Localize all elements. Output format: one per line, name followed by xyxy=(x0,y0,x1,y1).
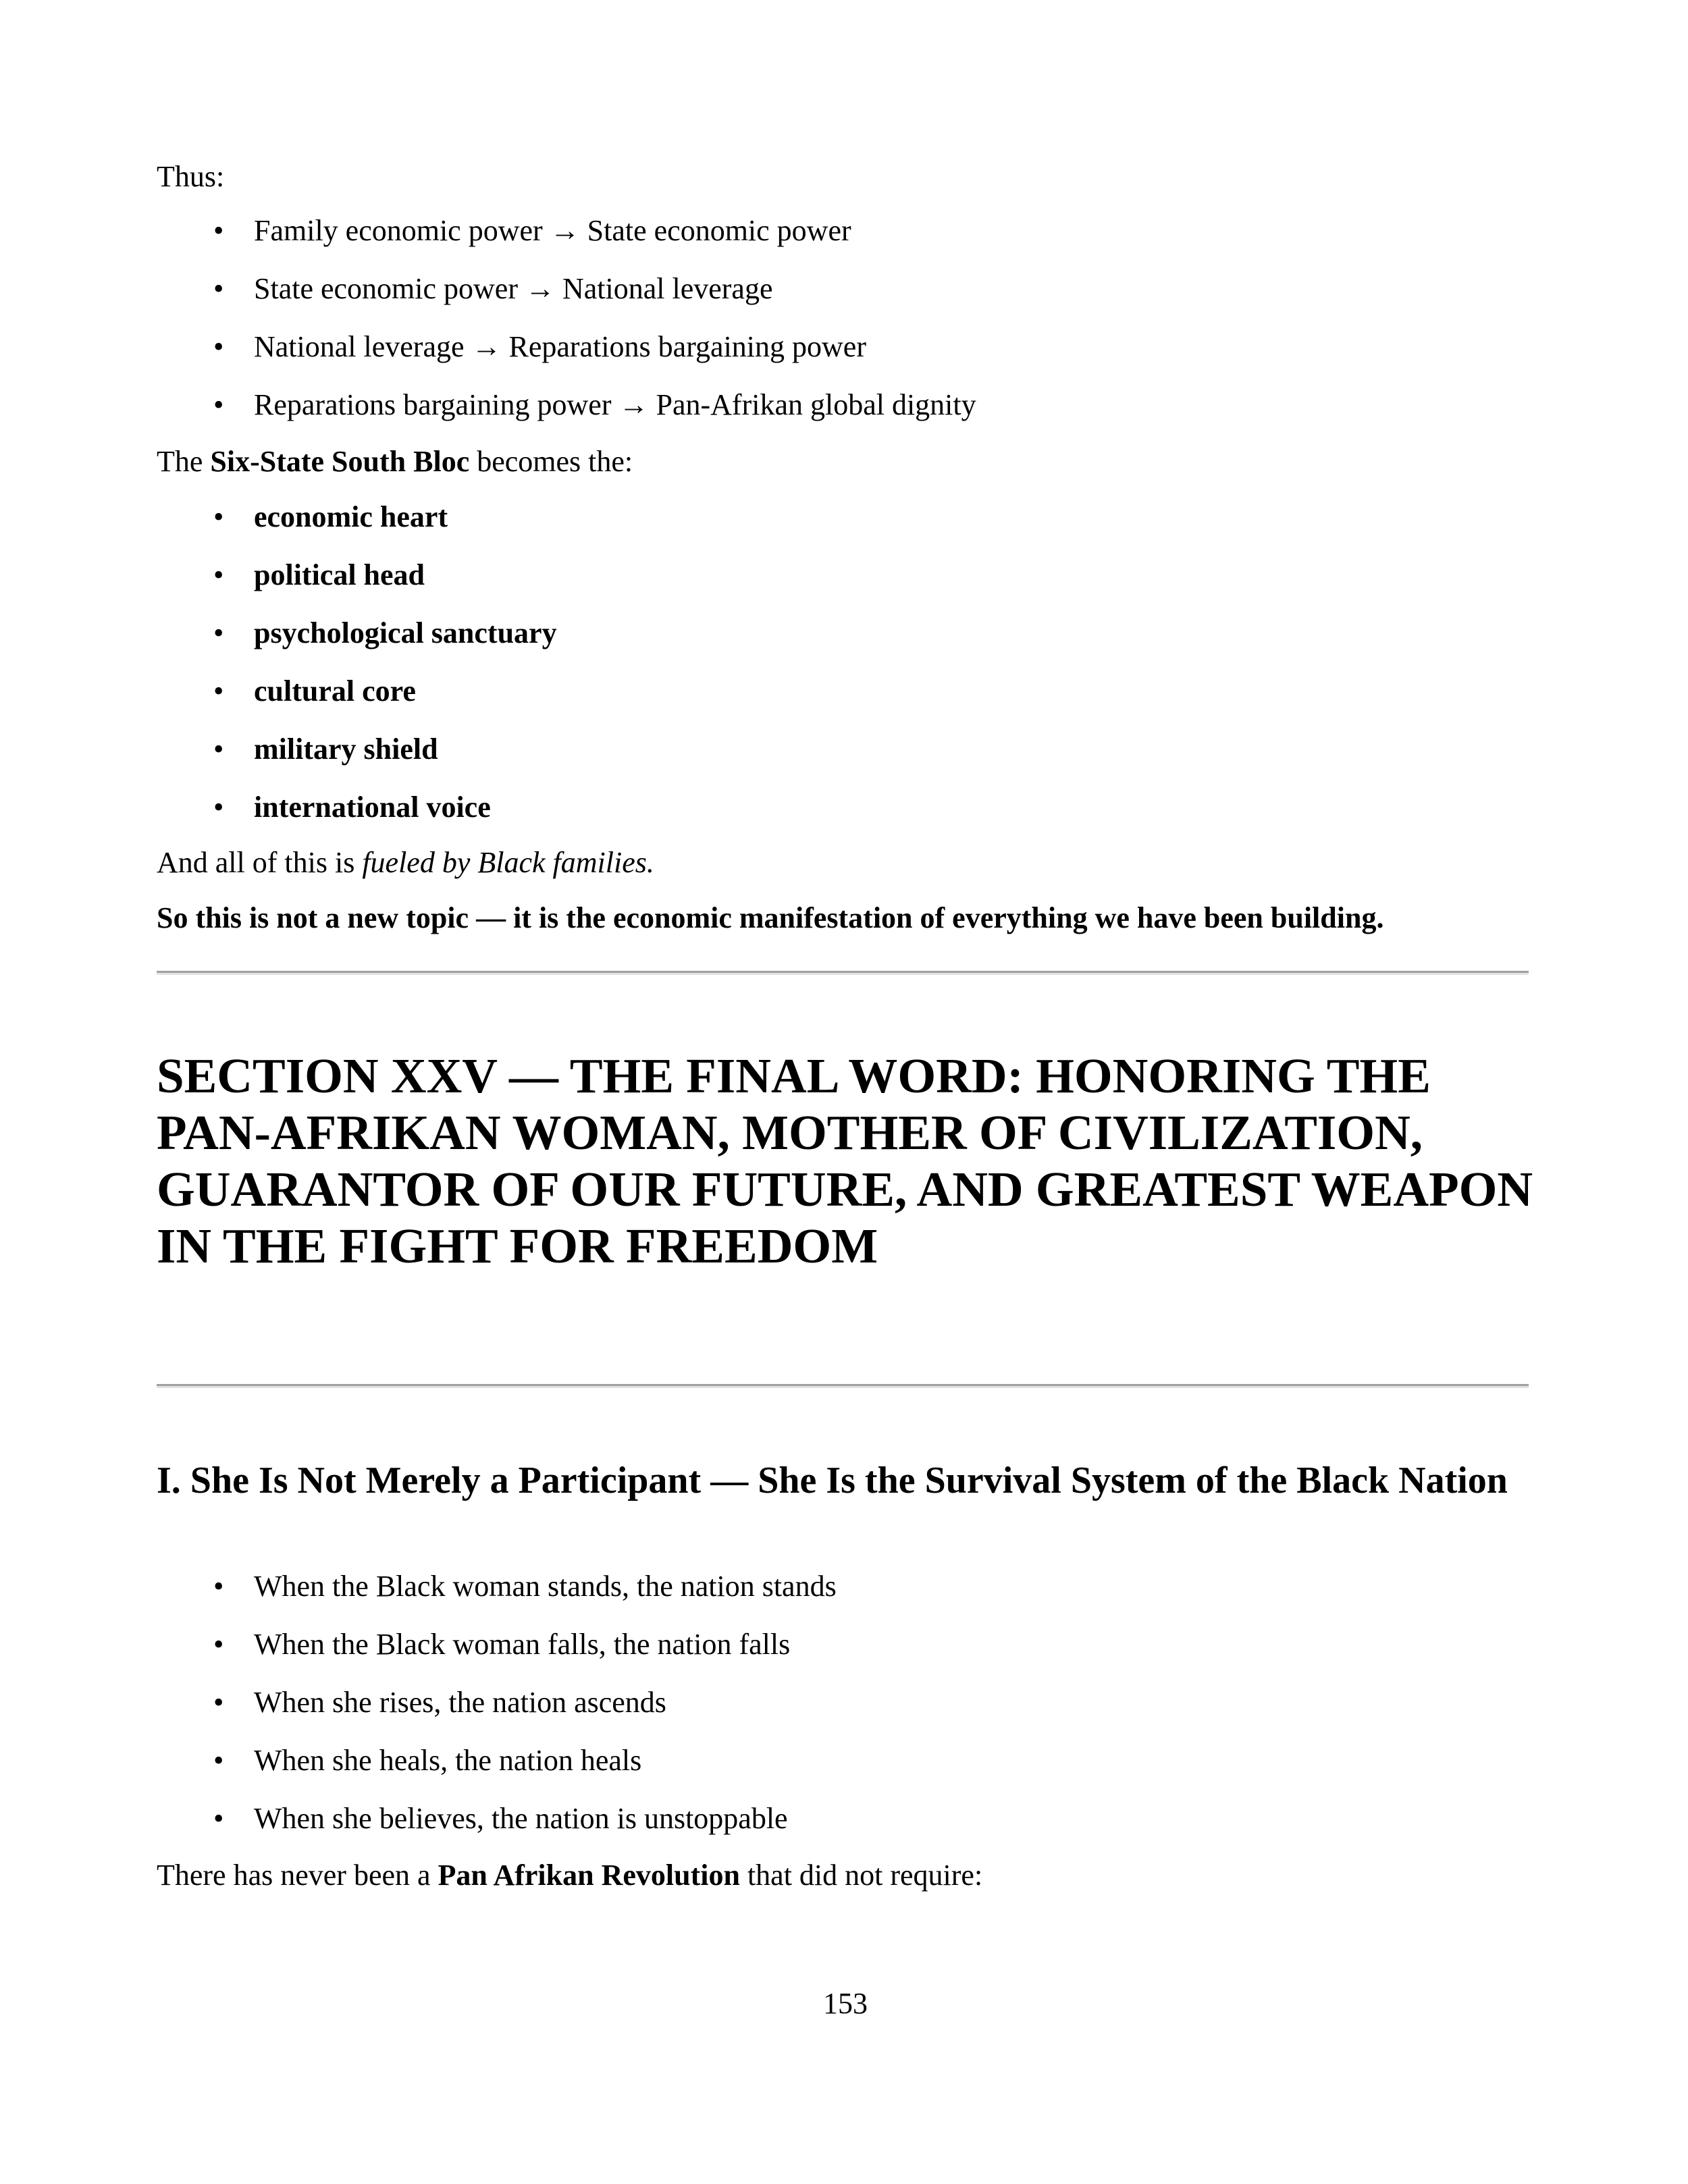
list-item-text: When she rises, the nation ascends xyxy=(254,1686,666,1719)
revolution-sentence-suffix: that did not require: xyxy=(739,1859,983,1892)
list-item-text: When the Black woman falls, the nation falls xyxy=(254,1628,791,1661)
list-item-text: When the Black woman stands, the nation stands xyxy=(254,1570,837,1603)
list-item-text: State economic power → National leverage xyxy=(254,272,773,305)
list-item-text: psychological sanctuary xyxy=(254,616,557,649)
bloc-name: Six-State South Bloc xyxy=(210,445,470,478)
fueled-sentence-emphasis: fueled by Black families. xyxy=(362,846,654,879)
bloc-sentence xyxy=(157,443,633,481)
subsection-heading: I. She Is Not Merely a Participant — She Is the Survival System of the Black Nation xyxy=(157,1460,1508,1501)
list-item-text: When she heals, the nation heals xyxy=(254,1744,642,1777)
bullet-icon: • xyxy=(213,272,224,305)
bullet-icon: • xyxy=(213,1570,224,1603)
bullet-icon: • xyxy=(213,1802,224,1835)
intro-text: Thus: xyxy=(157,160,225,193)
bullet-icon: • xyxy=(213,733,224,766)
bullet-icon: • xyxy=(213,1744,224,1777)
fueled-sentence-prefix: And all of this is xyxy=(157,846,363,879)
section-heading: SECTION XXV — THE FINAL WORD: HONORING THE PAN-AFRIKAN WOMAN, MOTHER OF CIVILIZATION, GUARANTOR OF OUR FUTURE, AND GREATEST WEAPON IN THE FIGHT FOR FREEDOM xyxy=(157,1048,1533,1273)
revolution-sentence-prefix: There has never been a xyxy=(157,1859,438,1892)
page-number: 153 xyxy=(823,1987,868,2020)
list-item-text: Reparations bargaining power → Pan-Afrikan global dignity xyxy=(254,388,976,421)
bullet-icon: • xyxy=(213,616,224,649)
bloc-sentence-suffix: becomes the: xyxy=(469,445,633,478)
bullet-icon: • xyxy=(213,1686,224,1719)
bullet-icon: • xyxy=(213,214,224,247)
list-item-text: When she believes, the nation is unstoppable xyxy=(254,1802,788,1835)
list-item-text: military shield xyxy=(254,733,438,766)
bullet-icon: • xyxy=(213,558,224,591)
list-item-text: political head xyxy=(254,558,425,591)
bullet-icon: • xyxy=(213,674,224,708)
list-item-text: international voice xyxy=(254,791,491,824)
bullet-icon: • xyxy=(213,791,224,824)
bloc-sentence-prefix: The xyxy=(157,445,211,478)
list-item-text: economic heart xyxy=(254,500,448,533)
bullet-icon: • xyxy=(213,500,224,533)
revolution-sentence xyxy=(157,1857,982,1894)
bullet-icon: • xyxy=(213,330,224,363)
revolution-name: Pan Afrikan Revolution xyxy=(438,1859,740,1892)
bullet-icon: • xyxy=(213,388,224,421)
list-item-text: cultural core xyxy=(254,674,416,708)
bullet-icon: • xyxy=(213,1628,224,1661)
fueled-sentence xyxy=(157,844,654,882)
summary-statement: So this is not a new topic — it is the economic manifestation of everything we have been building. xyxy=(157,901,1384,934)
list-item-text: National leverage → Reparations bargaining power xyxy=(254,330,866,363)
horizontal-divider xyxy=(157,971,1529,975)
list-item-text: Family economic power → State economic power xyxy=(254,214,851,247)
horizontal-divider xyxy=(157,1384,1529,1388)
